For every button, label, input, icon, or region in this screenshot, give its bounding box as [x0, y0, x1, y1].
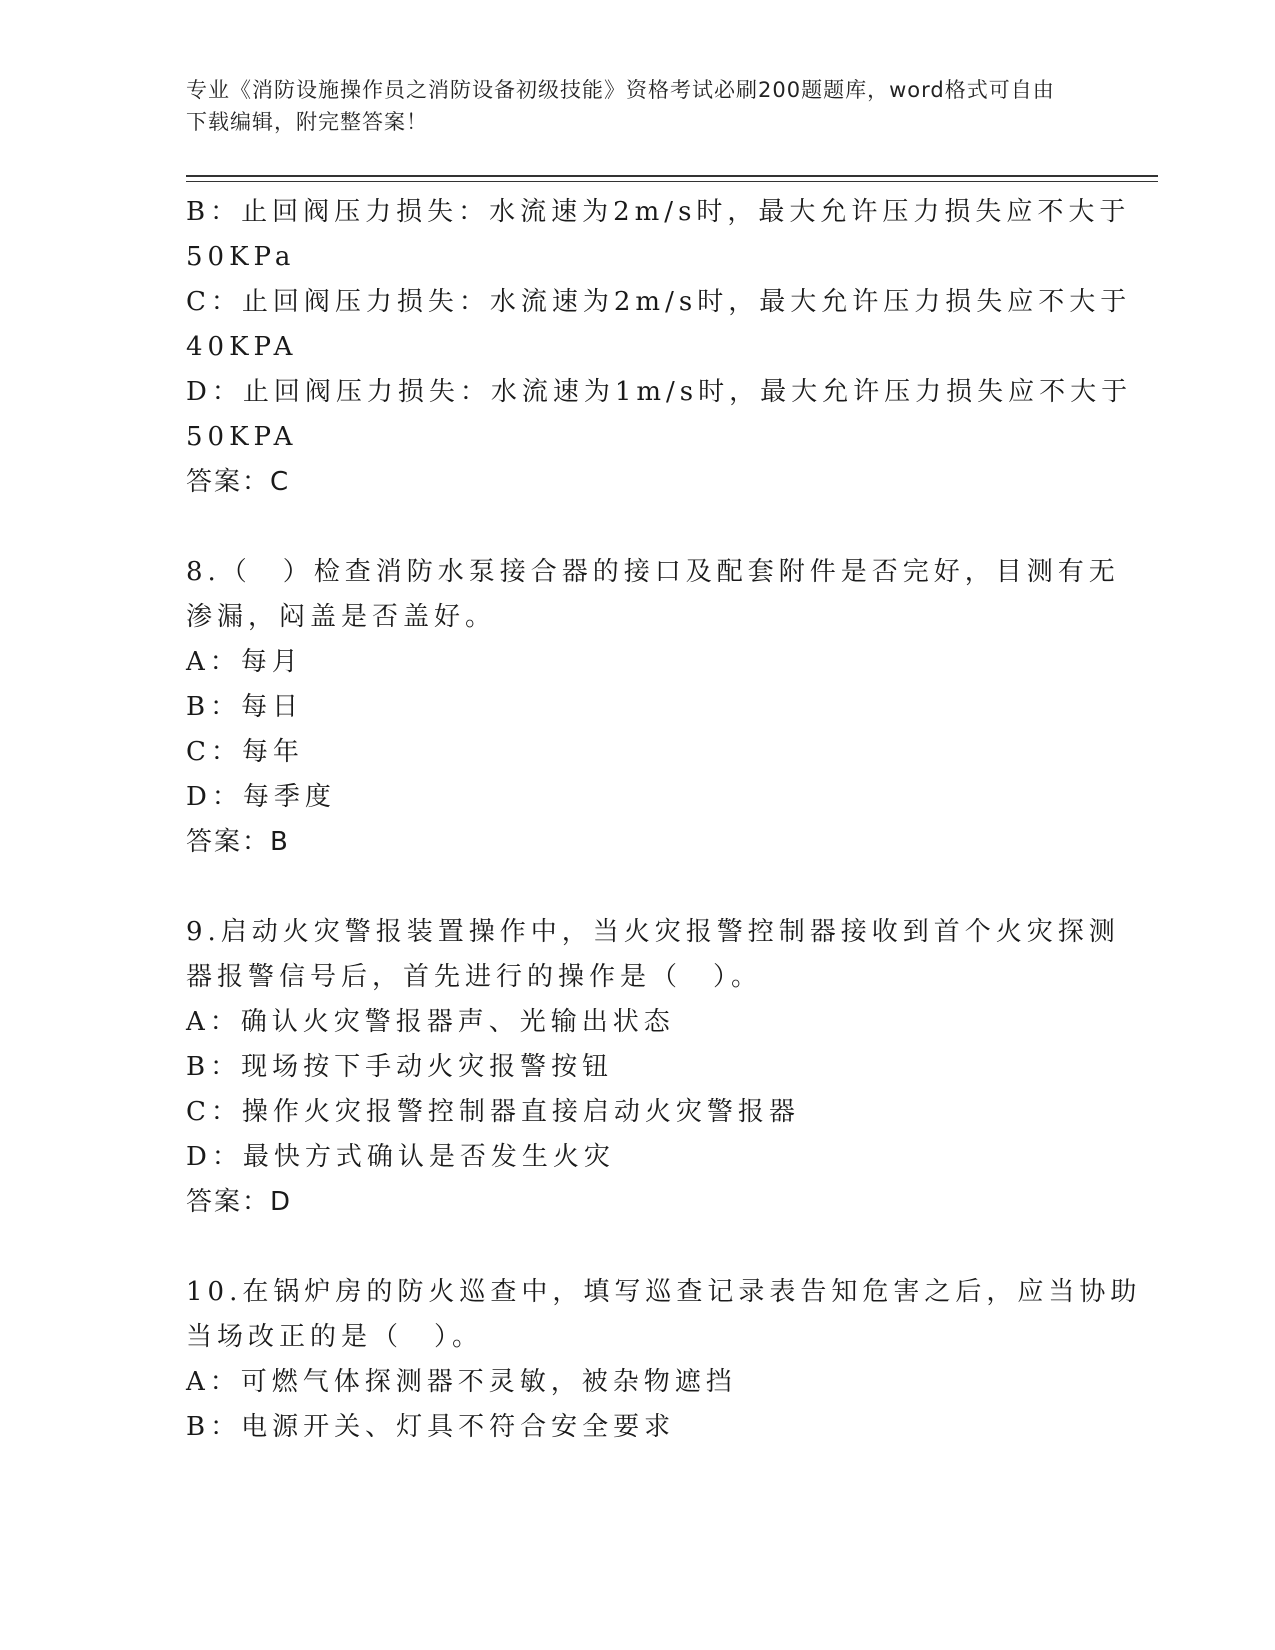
question-7-tail: [186, 190, 1133, 505]
answer-line: 答案：D: [186, 1187, 293, 1217]
option-c: C：每年: [186, 737, 304, 767]
answer-line: 答案：B: [186, 827, 290, 857]
option-a: A：可燃气体探测器不灵敏，被杂物遮挡: [186, 1367, 737, 1397]
option-d: D：最快方式确认是否发生火灾: [186, 1142, 615, 1172]
option-a: A：每月: [186, 647, 303, 677]
option-d-line1: D：止回阀压力损失：水流速为1m/s时，最大允许压力损失应不大于: [186, 377, 1133, 407]
option-b: B：每日: [186, 692, 304, 722]
spacer: [186, 865, 1086, 910]
question-stem-line1: 8.（ ）检查消防水泵接合器的接口及配套附件是否完好，目测有无: [186, 557, 1120, 587]
question-stem-line2: 当场改正的是（ ）。: [186, 1322, 484, 1352]
question-10: [186, 1270, 1142, 1450]
option-b-line2: 50KPa: [186, 242, 296, 272]
option-d: D：每季度: [186, 782, 336, 812]
option-a: A：确认火灾警报器声、光输出状态: [186, 1007, 675, 1037]
option-c: C：操作火灾报警控制器直接启动火灾警报器: [186, 1097, 800, 1127]
question-8: [186, 550, 1120, 865]
option-b: B：电源开关、灯具不符合安全要求: [186, 1412, 676, 1442]
question-stem-line1: 10.在锅炉房的防火巡查中，填写巡查记录表告知危害之后，应当协助: [186, 1277, 1142, 1307]
option-b-line1: B：止回阀压力损失：水流速为2m/s时，最大允许压力损失应不大于: [186, 197, 1131, 227]
spacer: [186, 505, 1086, 550]
question-content: [186, 190, 1142, 1450]
question-stem-line1: 9.启动火灾警报装置操作中，当火灾报警控制器接收到首个火灾探测: [186, 917, 1120, 947]
option-b: B：现场按下手动火灾报警按钮: [186, 1052, 614, 1082]
header-divider-thick: [186, 175, 1158, 177]
page-header: 专业《消防设施操作员之消防设备初级技能》资格考试必刷200题题库，word格式可自由下载编辑，附完整答案！: [186, 78, 1055, 134]
option-c-line1: C：止回阀压力损失：水流速为2m/s时，最大允许压力损失应不大于: [186, 287, 1132, 317]
option-d-line2: 50KPA: [186, 422, 298, 452]
header-divider-thin: [186, 181, 1158, 182]
answer-line: 答案：C: [186, 467, 291, 497]
question-stem-line2: 器报警信号后，首先进行的操作是（ ）。: [186, 962, 763, 992]
question-stem-line2: 渗漏，闷盖是否盖好。: [186, 602, 497, 632]
spacer: [186, 1225, 1086, 1270]
question-9: [186, 910, 1120, 1225]
option-c-line2: 40KPA: [186, 332, 298, 362]
